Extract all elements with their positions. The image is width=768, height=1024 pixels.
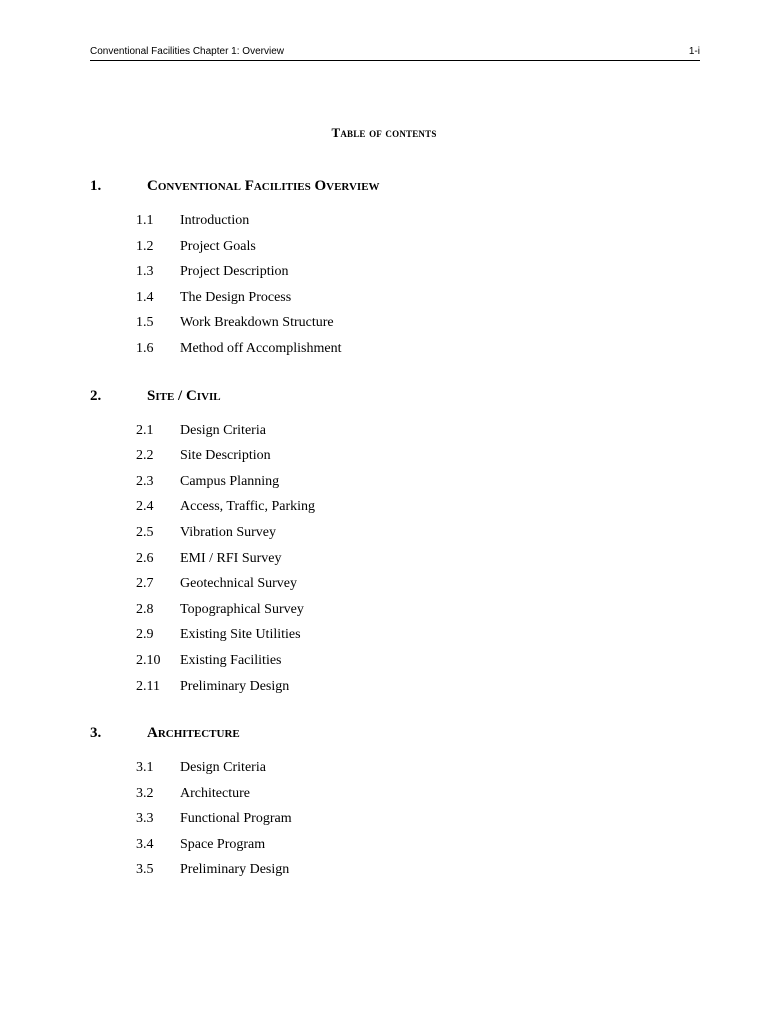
toc-entry[interactable] <box>0 472 768 498</box>
section-items-list <box>0 758 768 886</box>
toc-entry[interactable] <box>0 497 768 523</box>
entry-title: Introduction <box>180 213 250 228</box>
toc-entry[interactable] <box>0 625 768 651</box>
section-number: 1. <box>90 178 102 194</box>
entry-title: Site Description <box>180 448 271 464</box>
section-heading[interactable] <box>0 723 768 745</box>
entry-title: Functional Program <box>180 811 292 827</box>
section-heading[interactable] <box>0 386 768 408</box>
entry-number: 1.1 <box>136 213 154 228</box>
toc-entry[interactable] <box>0 523 768 549</box>
toc-entry[interactable] <box>0 262 768 288</box>
section-title: Site / Civil <box>147 387 221 404</box>
entry-number: 1.2 <box>136 238 154 254</box>
section-heading[interactable] <box>0 176 768 198</box>
table-of-contents <box>0 176 768 907</box>
header-page-number: 1-i <box>688 46 700 57</box>
entry-title: Preliminary Design <box>180 862 290 878</box>
entry-number: 1.6 <box>136 340 154 356</box>
section-title: Architecture <box>147 725 240 742</box>
entry-title: Project Description <box>180 264 289 280</box>
toc-entry[interactable] <box>0 860 768 886</box>
entry-number: 2.7 <box>136 576 154 592</box>
entry-number: 3.4 <box>136 836 154 852</box>
entry-number: 3.2 <box>136 785 154 801</box>
entry-title: Architecture <box>180 785 250 801</box>
entry-title: Design Criteria <box>180 422 266 438</box>
toc-entry[interactable] <box>0 549 768 575</box>
section-number: 3. <box>90 725 102 742</box>
entry-number: 2.11 <box>136 678 160 694</box>
entry-number: 2.4 <box>136 499 154 515</box>
entry-number: 2.9 <box>136 627 154 643</box>
entry-number: 1.4 <box>136 289 154 305</box>
section-number: 2. <box>90 387 102 404</box>
entry-title: The Design Process <box>180 289 292 305</box>
section-items-list <box>0 211 768 365</box>
entry-number: 3.5 <box>136 862 154 878</box>
entry-number: 1.5 <box>136 315 154 331</box>
entry-number: 3.3 <box>136 811 154 827</box>
toc-title: Table of contents <box>331 125 437 140</box>
entry-title: Work Breakdown Structure <box>180 315 334 331</box>
toc-section <box>0 386 768 703</box>
entry-number: 2.5 <box>136 524 154 540</box>
toc-entry[interactable] <box>0 211 768 237</box>
entry-number: 2.2 <box>136 448 154 464</box>
entry-title: Method off Accomplishment <box>180 340 342 356</box>
toc-entry[interactable] <box>0 339 768 365</box>
entry-title: Project Goals <box>180 238 256 254</box>
entry-title: Design Criteria <box>180 760 266 776</box>
toc-entry[interactable] <box>0 313 768 339</box>
section-items-list <box>0 421 768 703</box>
section-title: Conventional Facilities Overview <box>147 178 380 194</box>
toc-section <box>0 176 768 365</box>
toc-entry[interactable] <box>0 421 768 447</box>
toc-entry[interactable] <box>0 835 768 861</box>
toc-entry[interactable] <box>0 651 768 677</box>
entry-title: Campus Planning <box>180 473 280 489</box>
toc-entry[interactable] <box>0 677 768 703</box>
toc-entry[interactable] <box>0 600 768 626</box>
toc-entry[interactable] <box>0 574 768 600</box>
entry-number: 2.3 <box>136 473 154 489</box>
toc-entry[interactable] <box>0 758 768 784</box>
entry-number: 2.6 <box>136 550 154 566</box>
toc-entry[interactable] <box>0 288 768 314</box>
page-header <box>90 44 700 61</box>
entry-number: 2.1 <box>136 422 154 438</box>
entry-number: 3.1 <box>136 760 154 776</box>
entry-title: Vibration Survey <box>180 524 276 540</box>
entry-title: Space Program <box>180 836 266 852</box>
toc-entry[interactable] <box>0 784 768 810</box>
entry-title: Existing Facilities <box>180 652 282 668</box>
entry-number: 2.8 <box>136 601 154 617</box>
toc-entry[interactable] <box>0 237 768 263</box>
entry-title: Topographical Survey <box>180 601 304 617</box>
toc-entry[interactable] <box>0 446 768 472</box>
entry-title: Access, Traffic, Parking <box>180 499 316 515</box>
entry-title: Geotechnical Survey <box>180 576 298 592</box>
toc-section <box>0 723 768 886</box>
entry-number: 2.10 <box>136 652 161 668</box>
toc-entry[interactable] <box>0 809 768 835</box>
entry-title: EMI / RFI Survey <box>180 550 282 566</box>
entry-title: Preliminary Design <box>180 678 290 694</box>
header-chapter-title: Conventional Facilities Chapter 1: Overview <box>90 46 284 57</box>
entry-number: 1.3 <box>136 264 154 280</box>
entry-title: Existing Site Utilities <box>180 627 301 643</box>
